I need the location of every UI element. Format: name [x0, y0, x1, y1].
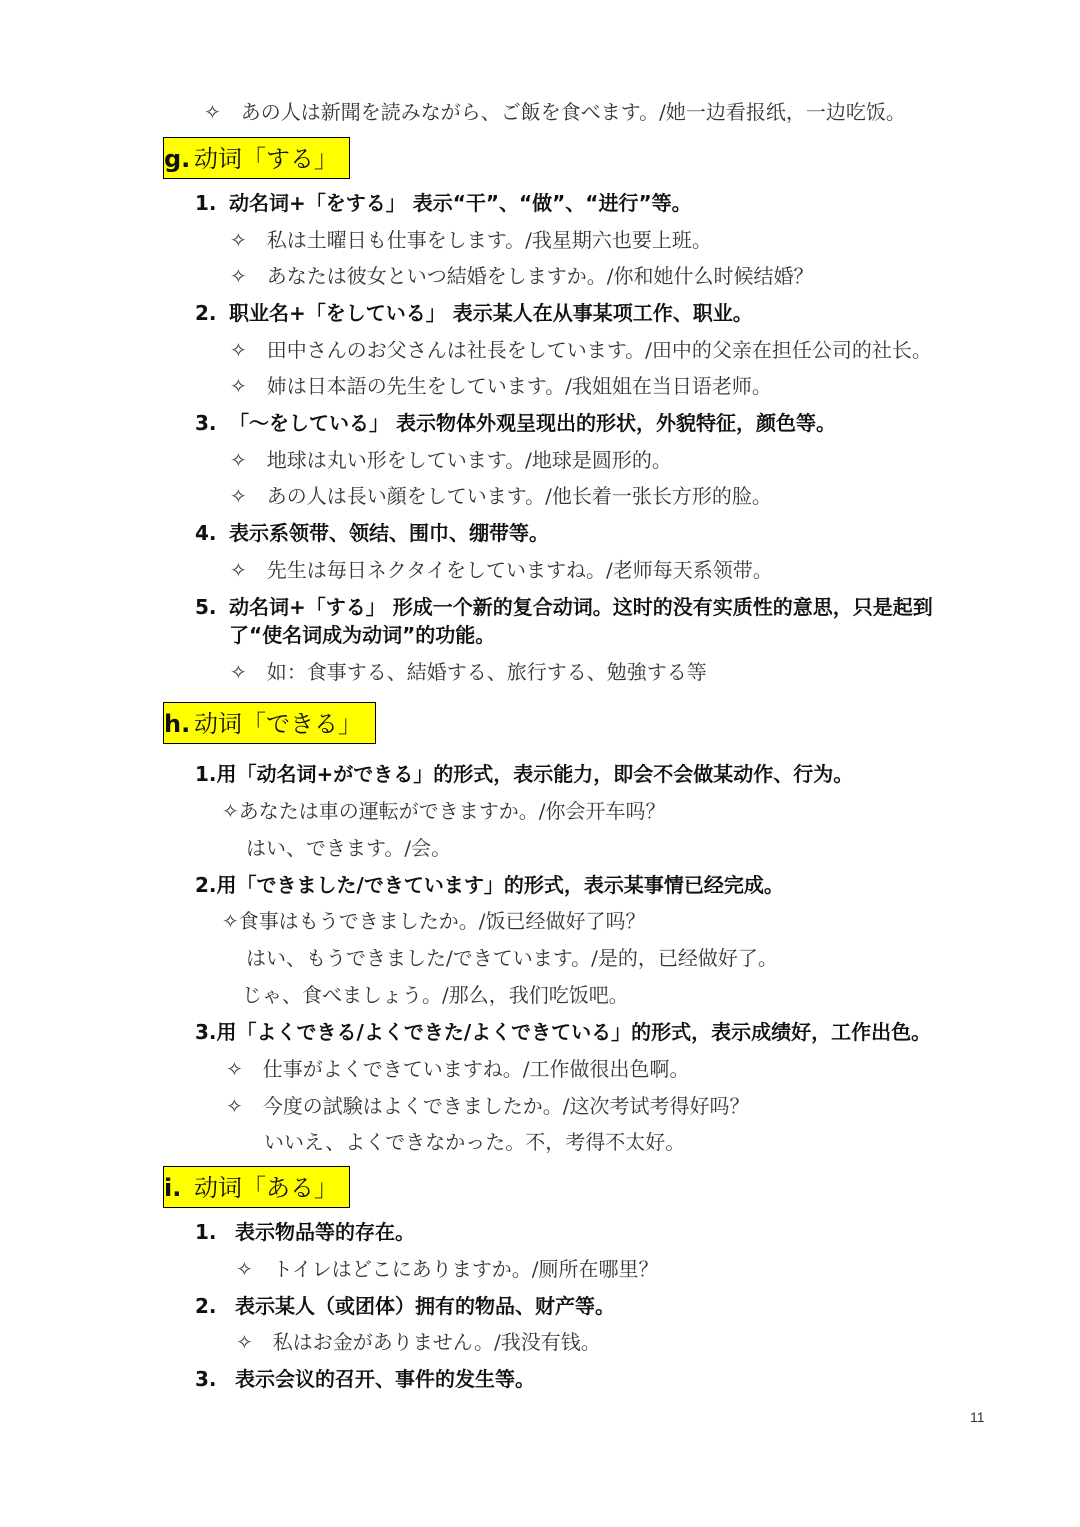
item-number: 3. [195, 411, 217, 435]
list-item-continuation: 了“使名词成为动词”的功能。 [229, 623, 496, 647]
section-heading-g [163, 137, 350, 179]
list-item-heading [195, 592, 933, 622]
item-number: 2. [195, 301, 217, 325]
item-text: 「～をしている」 表示物体外观呈现出的形状，外貌特征，颜色等。 [229, 411, 836, 435]
example-line: ✧ 先生は毎日ネクタイをしていますね。/老师每天系领带。 [230, 558, 773, 582]
example-line: ✧ 私は土曜日も仕事をします。/我星期六也要上班。 [230, 228, 712, 252]
list-item-heading [195, 408, 836, 438]
page-number: 11 [970, 1409, 985, 1425]
section-heading-i [163, 1166, 350, 1208]
section-letter: h. [164, 710, 191, 738]
item-number: 1. [195, 191, 217, 215]
item-text: 职业名+「をしている」 表示某人在从事某项工作、职业。 [229, 301, 753, 325]
item-number: 5. [195, 595, 217, 619]
example-line: ✧ あの人は新聞を読みながら、ご飯を食べます。/她一边看报纸，一边吃饭。 [204, 100, 906, 124]
example-line: ✧あなたは車の運転ができますか。/你会开车吗？ [222, 799, 666, 823]
list-item-heading: 3.用「よくできる/よくできた/よくできている」的形式，表示成绩好，工作出色。 [195, 1020, 932, 1044]
example-line: ✧ 姉は日本語の先生をしています。/我姐姐在当日语老师。 [230, 374, 772, 398]
section-title: 动词「ある」 [194, 1174, 338, 1202]
example-line: ✧食事はもうできましたか。/饭已经做好了吗？ [222, 909, 646, 933]
example-line: ✧ トイレはどこにありますか。/厕所在哪里？ [236, 1257, 659, 1281]
example-line: ✧ 如：食事する、結婚する、旅行する、勉強する等 [230, 660, 707, 684]
item-text: 表示会议的召开、事件的发生等。 [235, 1367, 535, 1391]
item-number: 2. [195, 1294, 217, 1318]
example-answer: じゃ、食べましょう。/那么，我们吃饭吧。 [242, 983, 629, 1007]
item-number: 4. [195, 521, 217, 545]
list-item-heading [195, 1364, 535, 1394]
example-line: ✧ 地球は丸い形をしています。/地球是圆形的。 [230, 448, 672, 472]
list-item-heading [195, 188, 692, 218]
example-line: ✧ あなたは彼女といつ結婚をしますか。/你和她什么时候结婚？ [230, 264, 814, 288]
list-item-heading: 2.用「できました/できています」的形式，表示某事情已经完成。 [195, 873, 784, 897]
item-number: 1. [195, 1220, 217, 1244]
section-title: 动词「する」 [194, 145, 338, 173]
list-item-heading [195, 1217, 415, 1247]
list-item-heading [195, 298, 753, 328]
example-line: ✧ 仕事がよくできていますね。/工作做很出色啊。 [226, 1057, 690, 1081]
item-number: 3. [195, 1367, 217, 1391]
example-answer: いいえ、よくできなかった。不，考得不太好。 [264, 1130, 686, 1154]
section-letter: i. [164, 1174, 182, 1202]
list-item-heading: 1.用「动名词+ができる」的形式，表示能力，即会不会做某动作、行为。 [195, 762, 854, 786]
list-item-heading [195, 518, 549, 548]
item-text: 动名词+「する」 形成一个新的复合动词。这时的没有实质性的意思，只是起到 [229, 595, 933, 619]
list-item-heading [195, 1291, 615, 1321]
item-text: 动名词+「をする」 表示“干”、“做”、“进行”等。 [229, 191, 692, 215]
item-text: 表示物品等的存在。 [235, 1220, 415, 1244]
example-answer: はい、もうできました/できています。/是的，已经做好了。 [246, 946, 778, 970]
example-line: ✧ 田中さんのお父さんは社長をしています。/田中的父亲在担任公司的社长。 [230, 338, 932, 362]
section-letter: g. [164, 145, 191, 173]
example-line: ✧ 私はお金がありません。/我没有钱。 [236, 1330, 601, 1354]
example-line: ✧ 今度の試験はよくできましたか。/这次考试考得好吗？ [226, 1094, 750, 1118]
example-line: ✧ あの人は長い顔をしています。/他长着一张长方形的脸。 [230, 484, 772, 508]
item-text: 表示某人（或团体）拥有的物品、财产等。 [235, 1294, 615, 1318]
section-heading-h [163, 702, 376, 744]
item-text: 表示系领带、领结、围巾、绷带等。 [229, 521, 549, 545]
example-answer: はい、できます。/会。 [246, 836, 452, 860]
section-title: 动词「できる」 [194, 710, 362, 738]
